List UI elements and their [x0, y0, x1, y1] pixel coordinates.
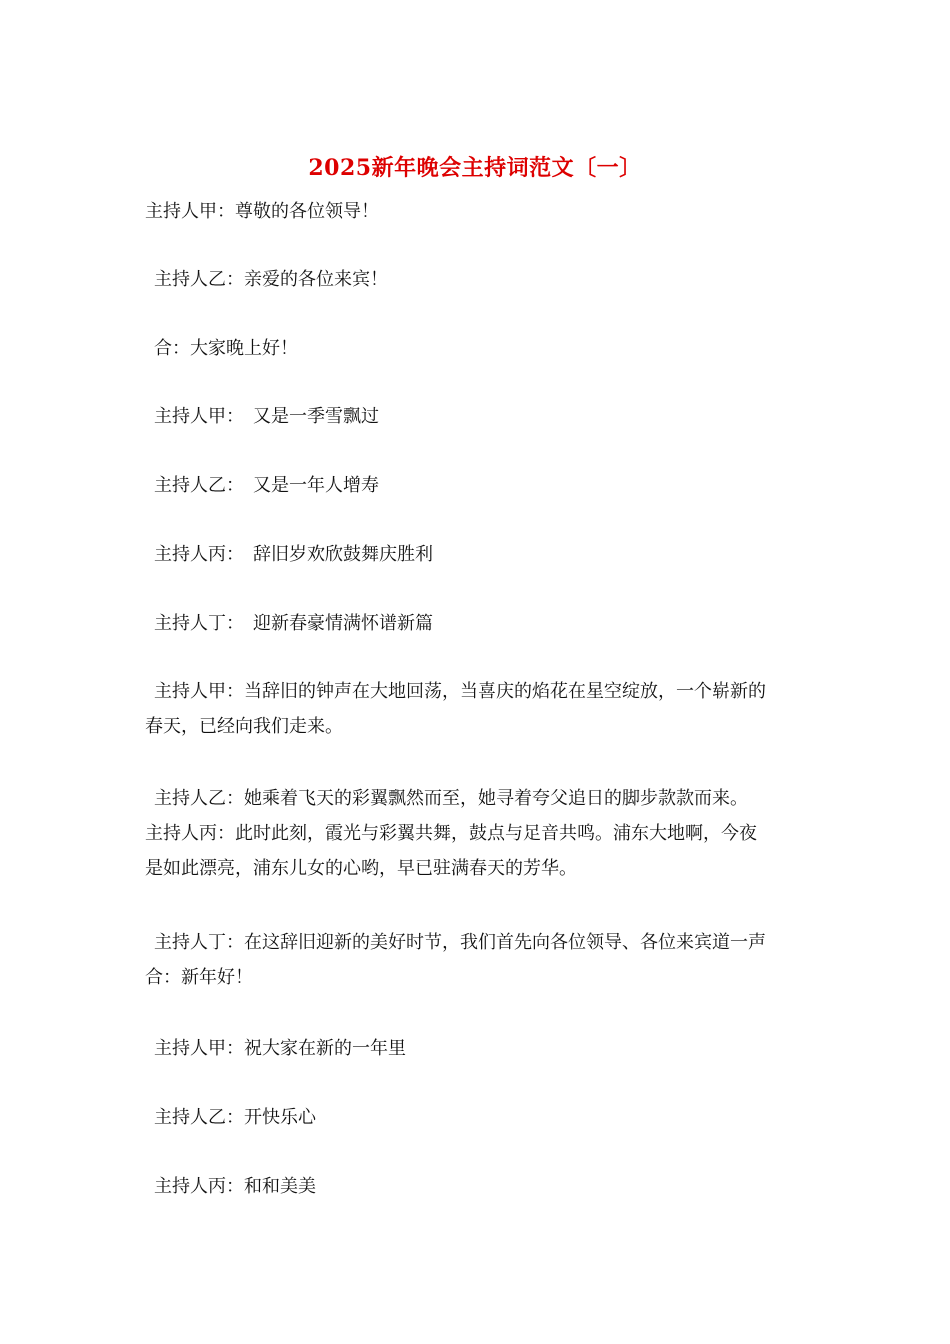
text-line: 主持人丙：此时此刻，霞光与彩翼共舞，鼓点与足音共鸣。浦东大地啊，今夜 — [145, 823, 757, 844]
text-line: 主持人甲：祝大家在新的一年里 — [154, 1038, 406, 1059]
text-line: 是如此漂亮，浦东儿女的心哟，早已驻满春天的芳华。 — [145, 858, 577, 879]
text-line: 主持人丁：在这辞旧迎新的美好时节，我们首先向各位领导、各位来宾道一声 — [154, 932, 766, 953]
text-line: 主持人乙：开快乐心 — [154, 1107, 316, 1128]
text-line: 主持人甲： 又是一季雪飘过 — [154, 406, 379, 427]
text-line: 合：大家晚上好！ — [154, 338, 298, 359]
text-line: 合：新年好！ — [145, 967, 253, 988]
text-line: 主持人丁： 迎新春豪情满怀谱新篇 — [154, 613, 433, 634]
text-line: 主持人乙： 又是一年人增寿 — [154, 475, 379, 496]
document-title: 2025新年晚会主持词范文〔一〕 — [308, 155, 642, 181]
text-line: 主持人丙： 辞旧岁欢欣鼓舞庆胜利 — [154, 544, 433, 565]
text-line: 主持人乙：亲爱的各位来宾！ — [154, 269, 388, 290]
text-line: 主持人丙：和和美美 — [154, 1176, 316, 1197]
text-line: 主持人乙：她乘着飞天的彩翼飘然而至，她寻着夸父追日的脚步款款而来。 — [154, 788, 748, 809]
text-line: 主持人甲：当辞旧的钟声在大地回荡，当喜庆的焰花在星空绽放，一个崭新的 — [154, 681, 766, 702]
text-line: 春天，已经向我们走来。 — [145, 716, 343, 737]
text-line: 主持人甲：尊敬的各位领导！ — [145, 201, 379, 222]
